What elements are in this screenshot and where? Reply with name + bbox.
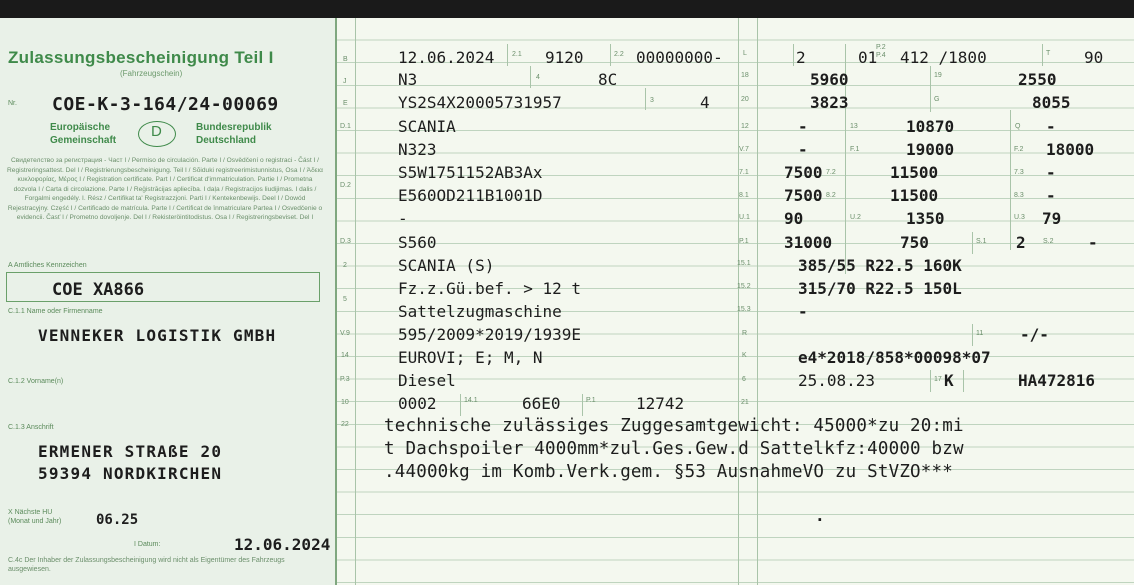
code-2-1: 2.1 (512, 51, 522, 58)
row-14-1-code: 66E0 (522, 394, 561, 413)
code-p2: P.2 (876, 44, 886, 51)
mid-column-line (738, 18, 739, 585)
divider (963, 370, 964, 392)
code-f1: F.1 (850, 146, 860, 153)
field-a-label: A Amtliches Kennzeichen (8, 262, 87, 269)
row-12-value: - (798, 117, 808, 136)
address-street: ERMENER STRAßE 20 (38, 442, 223, 461)
field-c13-label: C.1.3 Anschrift (8, 424, 54, 431)
datum-label: I Datum: (134, 541, 161, 548)
code-15-1: 15.1 (737, 260, 751, 267)
document-subtitle: (Fahrzeugschein) (120, 69, 183, 78)
row-7-1-value: 7500 (784, 163, 823, 182)
divider (972, 324, 973, 346)
code-8-2: 8.2 (826, 192, 836, 199)
code-6: 6 (742, 376, 746, 383)
code-18: 18 (741, 72, 749, 79)
row-b-date: 12.06.2024 (398, 48, 495, 67)
code-10: 10 (341, 399, 349, 406)
code-7-1: 7.1 (739, 169, 749, 176)
row-e-vin: YS2S4X20005731957 (398, 93, 562, 112)
row-19-width: 2550 (1018, 70, 1057, 89)
remarks-line-1: technische zulässiges Zuggesamtgewicht: 45000*zu 20:mi (384, 416, 964, 436)
row-b-type-code: 00000000- (636, 48, 723, 67)
code-2: 2 (343, 262, 347, 269)
row-8-1-value: 7500 (784, 186, 823, 205)
code-8-3: 8.3 (1014, 192, 1024, 199)
code-11: 11 (976, 330, 984, 337)
code-v7: V.7 (739, 146, 749, 153)
divider (930, 370, 931, 392)
row-model: N323 (398, 140, 437, 159)
row-17-k: K (944, 371, 954, 390)
code-o1: P.1 (739, 238, 749, 245)
row-15-1-tire: 385/55 R22.5 160K (798, 256, 962, 275)
row-l-axles: 2 (796, 48, 806, 67)
code-l: L (743, 50, 747, 57)
code-19: 19 (934, 72, 942, 79)
eu-right-text: Bundesrepublik Deutschland (196, 122, 272, 146)
row-13-value: 10870 (906, 117, 955, 136)
code-7-2: 7.2 (826, 169, 836, 176)
code-p3: P.3 (340, 376, 350, 383)
row-d2-extra: - (398, 209, 408, 228)
code-3: 3 (650, 97, 654, 104)
code-f2: F.2 (1014, 146, 1024, 153)
address-city: 59394 NORDKIRCHEN (38, 464, 223, 483)
row-20-height: 3823 (810, 93, 849, 112)
row-v7-value: - (798, 140, 808, 159)
row-u2-value: 1350 (906, 209, 945, 228)
code-q: Q (1015, 123, 1021, 130)
row-6-date: 25.08.23 (798, 371, 876, 390)
row-j-body-code: 8C (598, 70, 618, 89)
code-8-1: 8.1 (739, 192, 749, 199)
row-15-3-tire: - (798, 302, 808, 321)
code-12: 12 (741, 123, 749, 130)
remarks-line-2: t Dachspoiler 4000mm*zul.Ges.Gew.d Sattelkfz:40000 bzw (384, 439, 964, 459)
code-4: 4 (536, 74, 540, 81)
row-2-manufacturer: SCANIA (S) (398, 256, 495, 275)
row-5-body: Sattelzugmaschine (398, 302, 562, 321)
row-d1-make: SCANIA (398, 117, 456, 136)
row-u1-value: 90 (784, 209, 804, 228)
code-j: J (343, 78, 347, 85)
code-13: 13 (850, 123, 858, 130)
code-17: 17 (934, 376, 942, 383)
code-u1: U.1 (739, 214, 750, 221)
row-q-value: - (1046, 117, 1056, 136)
row-u3-value: 79 (1042, 209, 1062, 228)
row-5-class: Fz.z.Gü.bef. > 12 t (398, 279, 582, 298)
panel-separator (335, 18, 337, 585)
row-p3-fuel: Diesel (398, 371, 456, 390)
nr-label: Nr. (8, 100, 17, 107)
row-17-number: HA472816 (1018, 371, 1096, 390)
divider (930, 66, 931, 112)
code-5: 5 (343, 296, 347, 303)
row-f2-value: 18000 (1046, 140, 1095, 159)
row-v9-emission: 595/2009*2019/1939E (398, 325, 582, 344)
issue-date: 12.06.2024 (234, 535, 331, 554)
code-d2: D.2 (340, 182, 351, 189)
row-14-national: EUROVI; E; M, N (398, 348, 543, 367)
row-10-code: 0002 (398, 394, 437, 413)
divider (610, 44, 611, 66)
code-u2: U.2 (850, 214, 861, 221)
row-e-check-digit: 4 (700, 93, 710, 112)
code-e: E (343, 100, 348, 107)
row-b-manufacturer-code: 9120 (545, 48, 584, 67)
row-15-2-tire: 315/70 R22.5 150L (798, 279, 962, 298)
row-l-drive: 01 (858, 48, 878, 67)
row-8-3-value: - (1046, 186, 1056, 205)
row-d2-variant: S5W1751152AB3Ax (398, 163, 543, 182)
code-21: 21 (741, 399, 749, 406)
code-7-3: 7.3 (1014, 169, 1024, 176)
code-p4: P.4 (876, 52, 886, 59)
code-s1: S.1 (976, 238, 987, 245)
divider (793, 44, 794, 66)
row-g-mass: 8055 (1032, 93, 1071, 112)
code-b: B (343, 56, 348, 63)
code-d3: D.3 (340, 238, 351, 245)
code-g: G (934, 96, 940, 103)
code-20: 20 (741, 96, 749, 103)
row-p1-displacement: 12742 (636, 394, 685, 413)
divider (645, 88, 646, 110)
code-22: 22 (341, 421, 349, 428)
field-c11-label: C.1.1 Name oder Firmenname (8, 308, 103, 315)
code-d1: D.1 (340, 123, 351, 130)
row-j-class: N3 (398, 70, 418, 89)
code-15-2: 15.2 (737, 283, 751, 290)
row-d3-commercial: S560 (398, 233, 437, 252)
top-border-bar (0, 0, 1134, 18)
code-s2: S.2 (1043, 238, 1054, 245)
code-k: K (742, 352, 747, 359)
code-14: 14 (341, 352, 349, 359)
row-f1-value: 19000 (906, 140, 955, 159)
hu-value: 06.25 (96, 512, 139, 528)
code-14-1: 14.1 (464, 397, 478, 404)
document-title: Zulassungsbescheinigung Teil I (8, 48, 274, 67)
c4c-note: C.4c Der Inhaber der Zulassungsbescheinigung wird nicht als Eigentümer des Fahrzeugs ausgewiesen. (8, 557, 285, 573)
stray-dot: . (815, 506, 825, 525)
row-k-approval: e4*2018/858*00098*07 (798, 348, 991, 367)
divider (507, 44, 508, 66)
hu-label: X Nächste HU (Monat und Jahr) (8, 509, 62, 525)
divider (1042, 44, 1043, 66)
row-p2-power: 412 /1800 (900, 48, 987, 67)
key2-column-line (757, 18, 758, 585)
eu-left-text: Europäische Gemeinschaft (50, 122, 117, 146)
remarks-line-3: .44000kg im Komb.Verk.gem. §53 AusnahmeVO zu StVZO*** (384, 462, 954, 482)
document-number: COE-K-3-164/24-00069 (52, 94, 279, 115)
divider (1010, 110, 1011, 250)
registration-plate: COE XA866 (52, 280, 145, 300)
row-o2-value: 750 (900, 233, 929, 252)
divider (530, 66, 531, 88)
row-11-value: -/- (1020, 325, 1049, 344)
code-2-2: 2.2 (614, 51, 624, 58)
code-p1: P.1 (586, 397, 596, 404)
key-column-line (355, 18, 356, 585)
row-s1-value: 2 (1016, 233, 1026, 252)
country-code: D (151, 123, 162, 140)
row-18-length: 5960 (810, 70, 849, 89)
row-7-2-value: 11500 (890, 163, 939, 182)
divider (460, 394, 461, 416)
owner-name: VENNEKER LOGISTIK GMBH (38, 326, 277, 345)
code-v9: V.9 (340, 330, 350, 337)
code-u3: U.3 (1014, 214, 1025, 221)
code-15-3: 15.3 (737, 306, 751, 313)
code-t: T (1046, 50, 1051, 57)
divider (582, 394, 583, 416)
row-o1-value: 31000 (784, 233, 833, 252)
field-c12-label: C.1.2 Vorname(n) (8, 378, 64, 385)
multilingual-title-text: Свидетелство за регистрация - Част I / Permiso de circulación. Parte I / Osvědčení o registraci - Část I / Registreringsattest. Del I / Registrierungsbescheinigung. Teil I / Sõiduki registreerimistunnistus, Osa I / Άδεια κυκλοφορίας, Μέρος Ι / Registration certificate. Part I / Certificat d'immatriculation. Partie I / Prometna dozvola I / Carta di circolazione. Parte I / Reģistrācijas apliecība. I daļa / Registracijos liudijimas. I dalis / Forgalmi engedély. I. Rész / Certifikat ta' Registrazzjoni. Parti I / Kentekenbewijs. Deel I / Dowód Rejestracyjny. Część I / Certificado de matrícula. Parte I / Certificat de înmatriculare Partea I / Osvedčenie o evidencii. Časť I / Prometno dovoljenje. Del I / Rekisteröintitodistus. Osa I / Registreringsbeviset. Del I (7, 157, 323, 221)
row-7-3-value: - (1046, 163, 1056, 182)
row-s2-value: - (1088, 233, 1098, 252)
code-r: R (742, 330, 748, 337)
row-8-2-value: 11500 (890, 186, 939, 205)
row-d2-version: E560OD211B1001D (398, 186, 543, 205)
row-t-speed: 90 (1084, 48, 1104, 67)
divider (972, 232, 973, 254)
